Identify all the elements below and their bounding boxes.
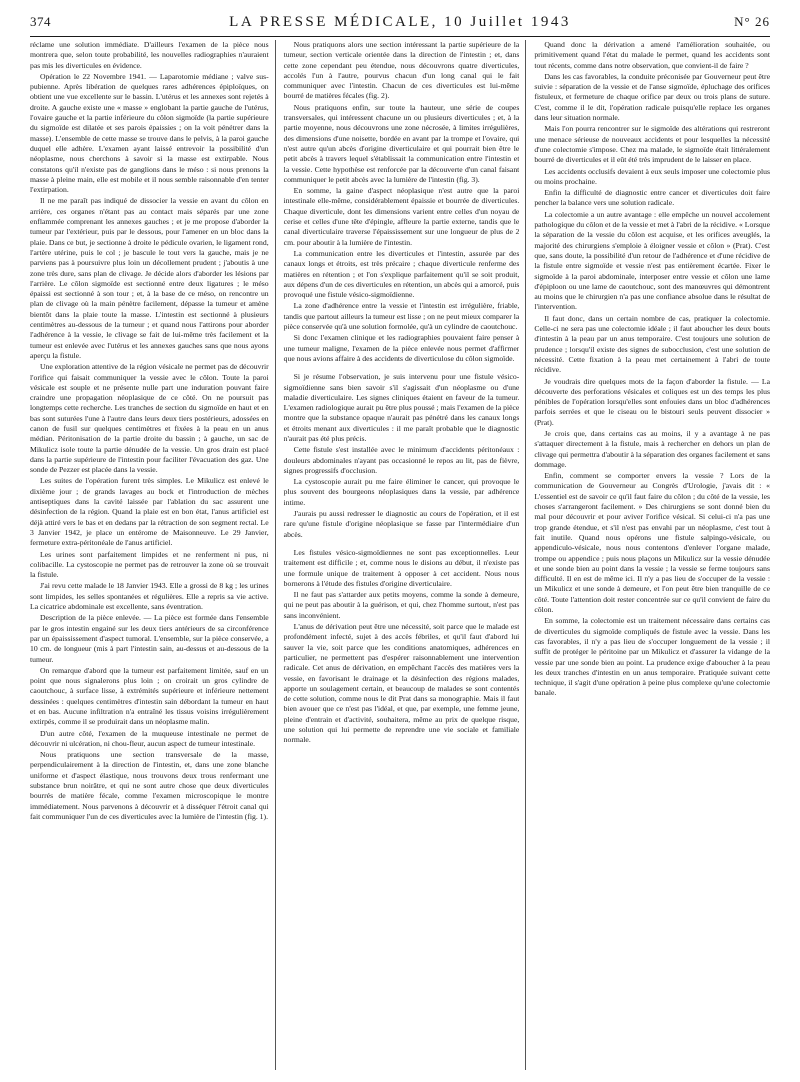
paragraph: Nous pratiquons alors une section intéressant la partie supérieure de la tumeur, section verticale orientée dans la direction de l'intestin ; et, dans cette zone cependant peu étendue, nous découvrons quatre diverticules, accolés l'un à l'autre, pourvus chacun d'un long canal qui le fait communiquer avec l'intestin. Chacun de ces diverticules est lui-même bourré de matières fécales (fig. 2). [283,40,520,101]
paragraph: Je voudrais dire quelques mots de la façon d'aborder la fistule. — La découverte des perforations vésicales et coliques est un des temps les plus pénibles de l'opération lorsqu'elles sont enfouies dans un bloc d'adhérences parfois serrées et que le ciseau ou le bistouri seuls peuvent dissocier » (Prat). [534,376,770,427]
paragraph: réclame une solution immédiate. D'ailleurs l'examen de la pièce nous montrera que, selon toute probabilité, les nouvelles radiographies n'auraient pas mis les diverticules en évidence. [30,40,269,70]
paragraph: Les fistules vésico-sigmoïdiennes ne sont pas exceptionnelles. Leur traitement est difficile ; et, comme nous le disions au début, il n'existe pas une formule unique de traitement à opposer à cet accident. Nous nous bornerons à l'étude des fistules d'origine diverticulaire. [283,547,520,588]
paragraph: Dans les cas favorables, la conduite préconisée par Gouverneur peut être suivie : séparation de la vessie et de l'anse sigmoïde, épluchage des orifices fistuleux, et fermeture de chaque orifice par deux ou trois plans de suture. C'est, comme il le dit, l'opération radicale puisqu'elle replace les organes dans leur situation normale. [534,71,770,123]
column-right [525,40,770,1070]
paragraph: Il faut donc, dans un certain nombre de cas, pratiquer la colectomie. Celle-ci ne sera pas une colectomie idéale ; il faut aboucher les deux bouts d'intestin à la peau par un anus temporaire. C'est toujours une solution de prudence ; lorsqu'il existe des signes de subocclusion, c'est une solution de nécessité. Cette fixation à la peau met certainement à l'abri de toute récidive. [534,313,770,375]
column-middle [275,40,520,1070]
paragraph: On remarque d'abord que la tumeur est parfaitement limitée, sauf en un point que nous signalerons plus loin ; on croirait un gros cylindre de caoutchouc, à surface lisse, à extrémités supérieure et inférieure nettement dessinées : quelques centimètres d'intestin sain débordant la tumeur en haut et en bas. Aucune infiltration n'a entraîné les tissus voisins irrégulièrement extirpés, comme il se produirait dans un néoplasme malin. [30,665,269,727]
paragraph: Il ne faut pas s'attarder aux petits moyens, comme la sonde à demeure, qui ne peut pas aboutir à la guérison, et qui, chez l'homme surtout, n'est pas sans inconvénient. [283,590,520,620]
paragraph: La cystoscopie aurait pu me faire éliminer le cancer, qui provoque le plus souvent des bourgeons néoplasiques dans la vessie, par adhérence intime. [283,477,520,507]
paragraph: Une exploration attentive de la région vésicale ne permet pas de découvrir l'orifice qui faisait communiquer la vessie avec le côlon. Toute la paroi vésicale est souple et ne présente nulle part une induration pouvant faire craindre une propagation néoplasique de ce côté. On ne poursuit pas longtemps cette recherche. Les tranches de section du sigmoïde en haut et en bas sont suturées l'une à l'autre dans leurs deux tiers postérieurs, adossées en canon de fusil sur quelques centimètres et fixées à la peau en un anus médian. Péritonisation de la partie droite du bassin ; à gauche, un sac de Mikulicz isole toute la partie dénudée de la vessie. Un gros drain est placé dans la partie supérieure de l'intestin pour faciliter l'évacuation des gaz. Une sonde de Pezzer est placée dans la vessie. [30,362,269,475]
article-body [30,40,770,1070]
header-rule [30,36,770,37]
paragraph: La colectomie a un autre avantage : elle empêche un nouvel accolement pathologique du côlon et de la vessie et met à l'abri de la récidive. « Lorsque la séparation de la vessie du côlon est acquise, et les orifices aveuglés, la majorité des chirurgiens s'emploie à éloigner vessie et côlon » (Prat). C'est que, sans doute, la possibilité d'un retour de l'adhérence et d'une récidive de la fistule entre sigmoïde et vessie n'est pas entièrement écartée. Fixer le sigmoïde à la paroi abdominale, interposer entre vessie et côlon une lame d'épiploon ou une lame de caoutchouc, sont des manœuvres qui démontrent au moins que le chirurgien n'a pas une confiance absolue dans le résultat de l'intervention. [534,209,770,312]
paragraph: Nous pratiquons enfin, sur toute la hauteur, une série de coupes transversales, qui intéressent chacune un ou plusieurs diverticules ; et, à la partie moyenne, nous découvrons une zone nécrosée, à limites irrégulières, des dimensions d'une noisette, bordée en avant par la trompe et l'ovaire, qui n'est autre qu'un abcès d'origine diverticulaire et qui pourrait bien être le petit abcès à travers lequel s'établissait la communication entre l'intestin et la vessie. Cette hypothèse est renforcée par la découverte d'un canal faisant communiquer le petit abcès avec la lumière de l'intestin (fig. 3). [283,102,520,184]
paragraph: Mais l'on pourra rencontrer sur le sigmoïde des altérations qui restreront une menace sérieuse de nouveaux accidents et pour lesquelles la nécessité d'une colectomie s'impose. Chez ma malade, le sigmoïde était littéralement bourré de diverticules et il eût été très imprudent de le laisser en place. [534,124,770,165]
paragraph: Opération le 22 Novembre 1941. — Laparotomie médiane ; valve sus-pubienne. Après libération de quelques rares adhérences épiploïques, on obtient une vue excellente sur le bassin. L'utérus et les annexes sont rejetés à droite. A gauche existe une « masse » englobant la partie gauche de l'utérus, l'ovaire gauche et la partie inférieure du côlon sigmoïde (la partie supérieure du sigmoïde est dilatée et ses parois épaissies ; on la voit pénétrer dans la masse). L'ensemble de cette masse se trouve dans le pelvis, à la paroi gauche duquel elle adhère. L'examen ayant laissé entrevoir la possibilité d'un néoplasme, nous cherchons à savoir si la masse est extirpable. Nous constatons qu'il n'existe pas de ganglions dans le méso : si nous prenons la masse à pleine main, elle est mobile et il nous semble raisonnable d'en tenter l'extirpation. [30,71,269,195]
paragraph: Je crois que, dans certains cas au moins, il y a avantage à ne pas s'attaquer directement à la fistule, mais à rechercher en dehors un plan de clivage qui permettra d'aboutir à la séparation des organes facilement et sans dommage. [534,428,770,469]
column-left [30,40,269,1070]
paragraph: Si donc l'examen clinique et les radiographies pouvaient faire penser à une tumeur maligne, l'examen de la pièce enlevée nous permet d'affirmer que nous avions affaire à des accidents de diverticulose du côlon sigmoïde. [283,333,520,363]
paragraph: La zone d'adhérence entre la vessie et l'intestin est irrégulière, friable, tandis que partout ailleurs la tumeur est lisse ; on ne peut mieux comparer la pièce conservée qu'à une solution formolée, qu'à un cylindre de caoutchouc. [283,301,520,332]
paragraph: Il ne me paraît pas indiqué de dissocier la vessie en avant du côlon en arrière, ces organes n'étant pas au contact mais séparés par une zone enflammée comprenant les annexes gauches ; et je me propose d'aborder la tumeur par l'extérieur, puis par le dessous, pour l'amener en un bloc dans la plaie. Dans ce but, je sectionne à droite le pédicule ovarien, le ligament rond, l'artère utérine, puis le col ; je bascule le tout vers la gauche, mais je ne parviens pas à poursuivre plus loin un décollement prudent ; j'aboutis à une zone très dure, sans plan de clivage. Je décide alors d'aborder les lésions par l'arrière. Le côlon sigmoïde est sectionné entre deux ligatures ; le méso épaissi est sectionné à son tour ; et, à la base de ce méso, on rencontre un plan de clivage où la main pénètre facilement, dépasse la tumeur et amène bientôt dans la plaie toute la masse. L'intestin est sectionné à plusieurs centimètres au-dessous de la tumeur ; et quand nous l'attirons pour aborder l'adhérence à la vessie, le clivage se fait de lui-même très facilement et la tumeur est enlevée avec l'utérus et les annexes gauches sans que nous ayons aperçu la fistule. [30,196,269,360]
page-number: 374 [30,14,51,29]
page-header [30,14,770,38]
paragraph: L'anus de dérivation peut être une nécessité, soit parce que le malade est profondément infecté, sujet à des accès fébriles, et qu'il faut d'abord lui sauver la vie, soit parce que les conditions anatomiques, adhérences en particulier, ne permettent pas d'espérer raisonnablement une intervention radicale. Cet anus de dérivation, en empêchant l'accès des matières vers la vessie, en favorisant le drainage et la désinfection des régions malades, apporte un soulagement certain, et beaucoup de malades se sont contentés de cette solution, comme nous le dit Prat dans sa monographie. Mais il faut bien avouer que ce n'est pas l'idéal, et que, par exemple, une femme jeune, pleine d'entrain et d'activité, souhaitera, même au prix de quelque risque, une solution qui lui permette de reprendre une vie sociale et familiale normale. [283,622,520,745]
paragraph: Enfin la difficulté de diagnostic entre cancer et diverticules doit faire pencher la balance vers une solution radicale. [534,188,770,208]
journal-title: LA PRESSE MÉDICALE, 10 Juillet 1943 [229,14,571,30]
paragraph: J'aurais pu aussi redresser le diagnostic au cours de l'opération, et il est rare qu'une fistule d'origine néoplasique se fasse par l'intermédiaire d'un abcès. [283,509,520,539]
paragraph: Enfin, comment se comporter envers la vessie ? Lors de la communication de Gouverneur au Congrès d'Urologie, j'avais dit : « L'essentiel est de savoir ce qu'il faut faire du côlon ; du côté de la vessie, les choses s'arrangeront facilement. » Des chirurgiens se sont donné bien du mal pour découvrir et pour aviver l'orifice vésical. Si celui-ci n'a pas une trop grande étendue, et s'il n'est pas envahi par un néoplasme, c'est tout à fait inutile. Quand nous opérons une fistule salpingo-vésicale, ou appendiculo-vésicale, nous nous contentons d'enlever l'organe malade, trompe ou appendice ; puis nous plaçons un Mikulicz sur la vessie dénudée et une sonde bien au point dans la vessie ; la vessie se ferme toujours sans difficulté. Il en est de même ici. Il n'y a pas lieu de s'occuper de la vessie : un Mikulicz et une sonde à demeure, et l'on peut être bien tranquille de ce côté. Toute l'attention doit rester concentrée sur ce qu'il convient de faire du côlon. [534,471,770,615]
paragraph: D'un autre côté, l'examen de la muqueuse intestinale ne permet de découvrir ni ulcération, ni chou-fleur, aucun aspect de tumeur intestinale. [30,728,269,748]
paragraph: Les suites de l'opération furent très simples. Le Mikulicz est enlevé le dixième jour ; de grands lavages au bock et l'introduction de mèches antiseptiques dans la cavité laissée par l'ablation du sac assurent une désinfection de la région. Quand la plaie est en bon état, l'anus artificiel est déjà attiré vers le bas et en dedans par la rétraction de son segment rectal. Le 3 Janvier 1942, je place un entérome de Maisonneuve. Le 29 Janvier, fermeture extra-péritonéale de l'anus artificiel. [30,476,269,548]
issue-number: N° 26 [734,14,770,29]
paragraph: Nous pratiquons une section transversale de la masse, perpendiculairement à la direction de l'intestin, et, dans une zone blanche uniforme et d'aspect élastique, nous trouvons deux trous renfermant une substance brun noirâtre, et qui ne sont autre chose que deux diverticules bourrés de matière fécale, comme l'examen microscopique le montre immédiatement. Nous parvenons à découvrir et à disséquer l'étroit canal qui fait communiquer l'un de ces diverticules avec la lumière de l'intestin (fig. 1). [30,750,269,821]
paragraph: La communication entre les diverticules et l'intestin, assurée par des canaux longs et étroits, est très précaire ; chaque diverticule renferme des matières en rétention ; et l'on s'explique parfaitement qu'il se soit produit, aux dépens d'un de ces diverticules en rétention, un abcès qui a amorcé, puis provoqué une fistule vésico-sigmoïdienne. [283,248,520,300]
paragraph: En somme, la colectomie est un traitement nécessaire dans certains cas de diverticules du sigmoïde compliqués de fistule avec la vessie. Dans les cas favorables, il n'y a pas lieu de s'occuper longuement de la vessie ; il suffit de protéger le péritoine par un Mikulicz et d'assurer la vidange de la vessie par une sonde bien au point. La prudence exige d'aboucher à la peau les deux tranches d'intestin en un anus temporaire. Pratiquée suivant cette technique, il s'agit d'une opération à peine plus complexe qu'une colectomie banale. [534,616,770,698]
paragraph: J'ai revu cette malade le 18 Janvier 1943. Elle a grossi de 8 kg ; les urines sont limpides, les selles spontanées et régulières. Elle a repris sa vie active. La cicatrice abdominale est excellente, sans éventration. [30,581,269,612]
paragraph: Description de la pièce enlevée. — La pièce est formée dans l'ensemble par le gros intestin engainé sur les deux tiers antérieurs de sa circonférence par un épaississement d'aspect tumoral. L'ensemble, sur la pièce conservée, a 10 cm. de longueur (mis à part l'intestin sain, au-dessus et au-dessous de la tumeur. [30,613,269,664]
paragraph: Cette fistule s'est installée avec le minimum d'accidents péritonéaux : douleurs abdominales n'ayant pas occasionné le repos au lit, pas de fièvre, signes progressifs d'occlusion. [283,445,520,475]
paragraph: Les accidents occlusifs devaient à eux seuls imposer une colectomie plus ou moins prochaine. [534,166,770,186]
paragraph: Si je résume l'observation, je suis intervenu pour une fistule vésico-sigmoïdienne sans bien savoir s'il s'agissait d'un néoplasme ou d'une maladie diverticulaire. Les signes cliniques étaient en faveur de la tumeur. L'examen radiologique aurait pu être plus poussé ; mais l'examen de la pièce montre que la substance opaque n'aurait pas pénétré dans les canaux longs et étroits menant aux diverticules : il me paraît probable que le diagnostic n'aurait pas été plus précis. [283,372,520,443]
paragraph: En somme, la gaine d'aspect néoplasique n'est autre que la paroi intestinale elle-même, considérablement épaissie et bourrée de diverticules. Chaque diverticule, dont les dimensions varient entre celles d'un noyau de cerise et celles d'une tête d'épingle, affleure la partie externe, tandis que le canal diverticulaire traverse l'épaississement sur une longueur de plus de 2 cm. pour aboutir à la lumière de l'intestin. [283,186,520,247]
paragraph: Les urines sont parfaitement limpides et ne renferment ni pus, ni colibacille. La cystoscopie ne permet pas de retrouver la zone où se trouvait la fistule. [30,549,269,580]
paragraph: Quand donc la dérivation a amené l'amélioration souhaitée, ou primitivement quand l'état du malade le permet, quand les accidents sont tout récents, comme dans notre observation, que convient-il de faire ? [534,40,770,70]
